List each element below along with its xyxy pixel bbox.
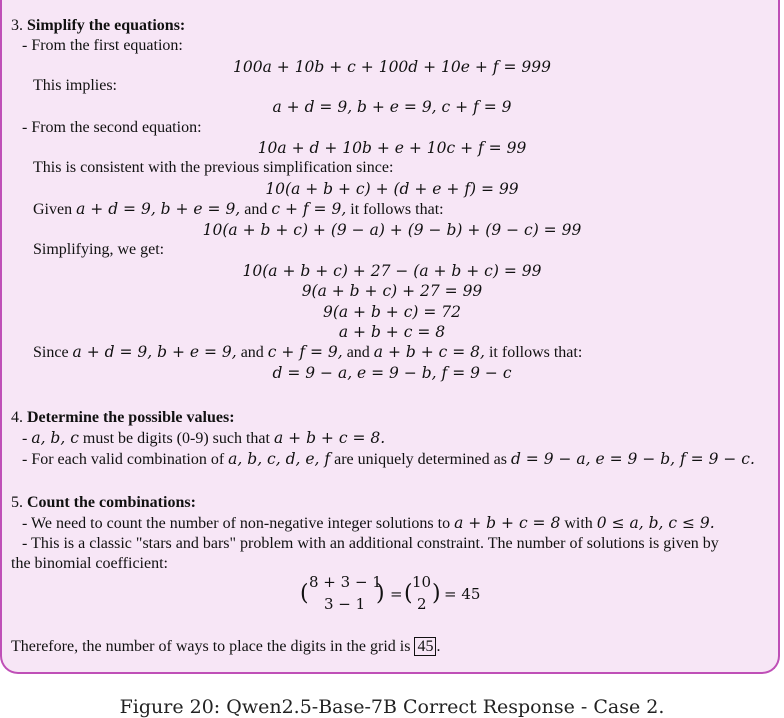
equation-8: 9(a + b + c) = 72 xyxy=(322,303,462,321)
section-4-line-1: - a, b, c must be digits (0-9) such that a + b + c = 8. xyxy=(22,429,386,447)
section-5-line-2: - This is a classic "stars and bars" problem with an additional constraint. The number of solutions is given by xyxy=(22,535,719,552)
figure-caption: Figure 20: Qwen2.5-Base-7B Correct Response - Case 2. xyxy=(119,696,665,718)
binomial-top-1: 8 + 3 − 1 xyxy=(309,573,382,591)
section-number: 3. xyxy=(11,17,27,34)
section-title: Count the combinations: xyxy=(27,494,196,511)
equation-5: 10(a + b + c) + (9 − a) + (9 − b) + (9 − c) = 99 xyxy=(202,221,582,239)
left-paren: ( xyxy=(300,581,309,606)
section-5-line-1: - We need to count the number of non-negative integer solutions to a + b + c = 8 with 0 ≤ a, b, c ≤ 9. xyxy=(22,514,715,532)
binomial-equation xyxy=(300,573,490,615)
binomial-bottom-2: 2 xyxy=(417,595,427,613)
right-paren: ) xyxy=(432,581,441,606)
simplifying-text: Simplifying, we get: xyxy=(33,241,165,258)
binomial-bottom-1: 3 − 1 xyxy=(324,595,366,613)
section-title: Simplify the equations: xyxy=(27,17,186,34)
equation-3: 10a + d + 10b + e + 10c + f = 99 xyxy=(257,139,527,157)
first-equation-label: - From the first equation: xyxy=(22,37,183,54)
section-5-heading xyxy=(11,493,196,513)
section-5-line-3: the binomial coefficient: xyxy=(11,555,168,572)
section-title: Determine the possible values: xyxy=(27,409,235,426)
section-4-heading xyxy=(11,408,235,428)
equation-2: a + d = 9, b + e = 9, c + f = 9 xyxy=(272,98,512,116)
since-text: Since a + d = 9, b + e = 9, and c + f = 9, and a + b + c = 8, it follows that: xyxy=(33,343,583,361)
section-number: 4. xyxy=(11,409,27,426)
equation-1: 100a + 10b + c + 100d + 10e + f = 999 xyxy=(233,58,551,76)
consistent-text: This is consistent with the previous simplification since: xyxy=(33,159,394,176)
left-paren: ( xyxy=(404,581,413,606)
right-paren: ) xyxy=(376,581,385,606)
equation-9: a + b + c = 8 xyxy=(338,323,446,341)
equation-4: 10(a + b + c) + (d + e + f) = 99 xyxy=(265,180,519,198)
section-3-heading xyxy=(11,16,185,36)
given-text: Given a + d = 9, b + e = 9, and c + f = 9, it follows that: xyxy=(33,200,444,218)
equation-6: 10(a + b + c) + 27 − (a + b + c) = 99 xyxy=(242,262,542,280)
binomial-top-2: 10 xyxy=(412,573,432,591)
equation-10: d = 9 − a, e = 9 − b, f = 9 − c xyxy=(272,364,512,382)
section-number: 5. xyxy=(11,494,27,511)
implies-text: This implies: xyxy=(33,77,117,94)
second-equation-label: - From the second equation: xyxy=(22,119,202,136)
final-answer-line: Therefore, the number of ways to place the digits in the grid is 45 . xyxy=(11,638,441,655)
boxed-answer: 45 xyxy=(414,637,436,656)
equals-sign: = xyxy=(390,585,403,603)
binomial-result: = 45 xyxy=(444,585,481,603)
section-4-line-2: - For each valid combination of a, b, c, d, e, f are uniquely determined as d = 9 − a, e = 9 − b, f = 9 − c. xyxy=(22,450,755,468)
equation-7: 9(a + b + c) + 27 = 99 xyxy=(301,282,483,300)
